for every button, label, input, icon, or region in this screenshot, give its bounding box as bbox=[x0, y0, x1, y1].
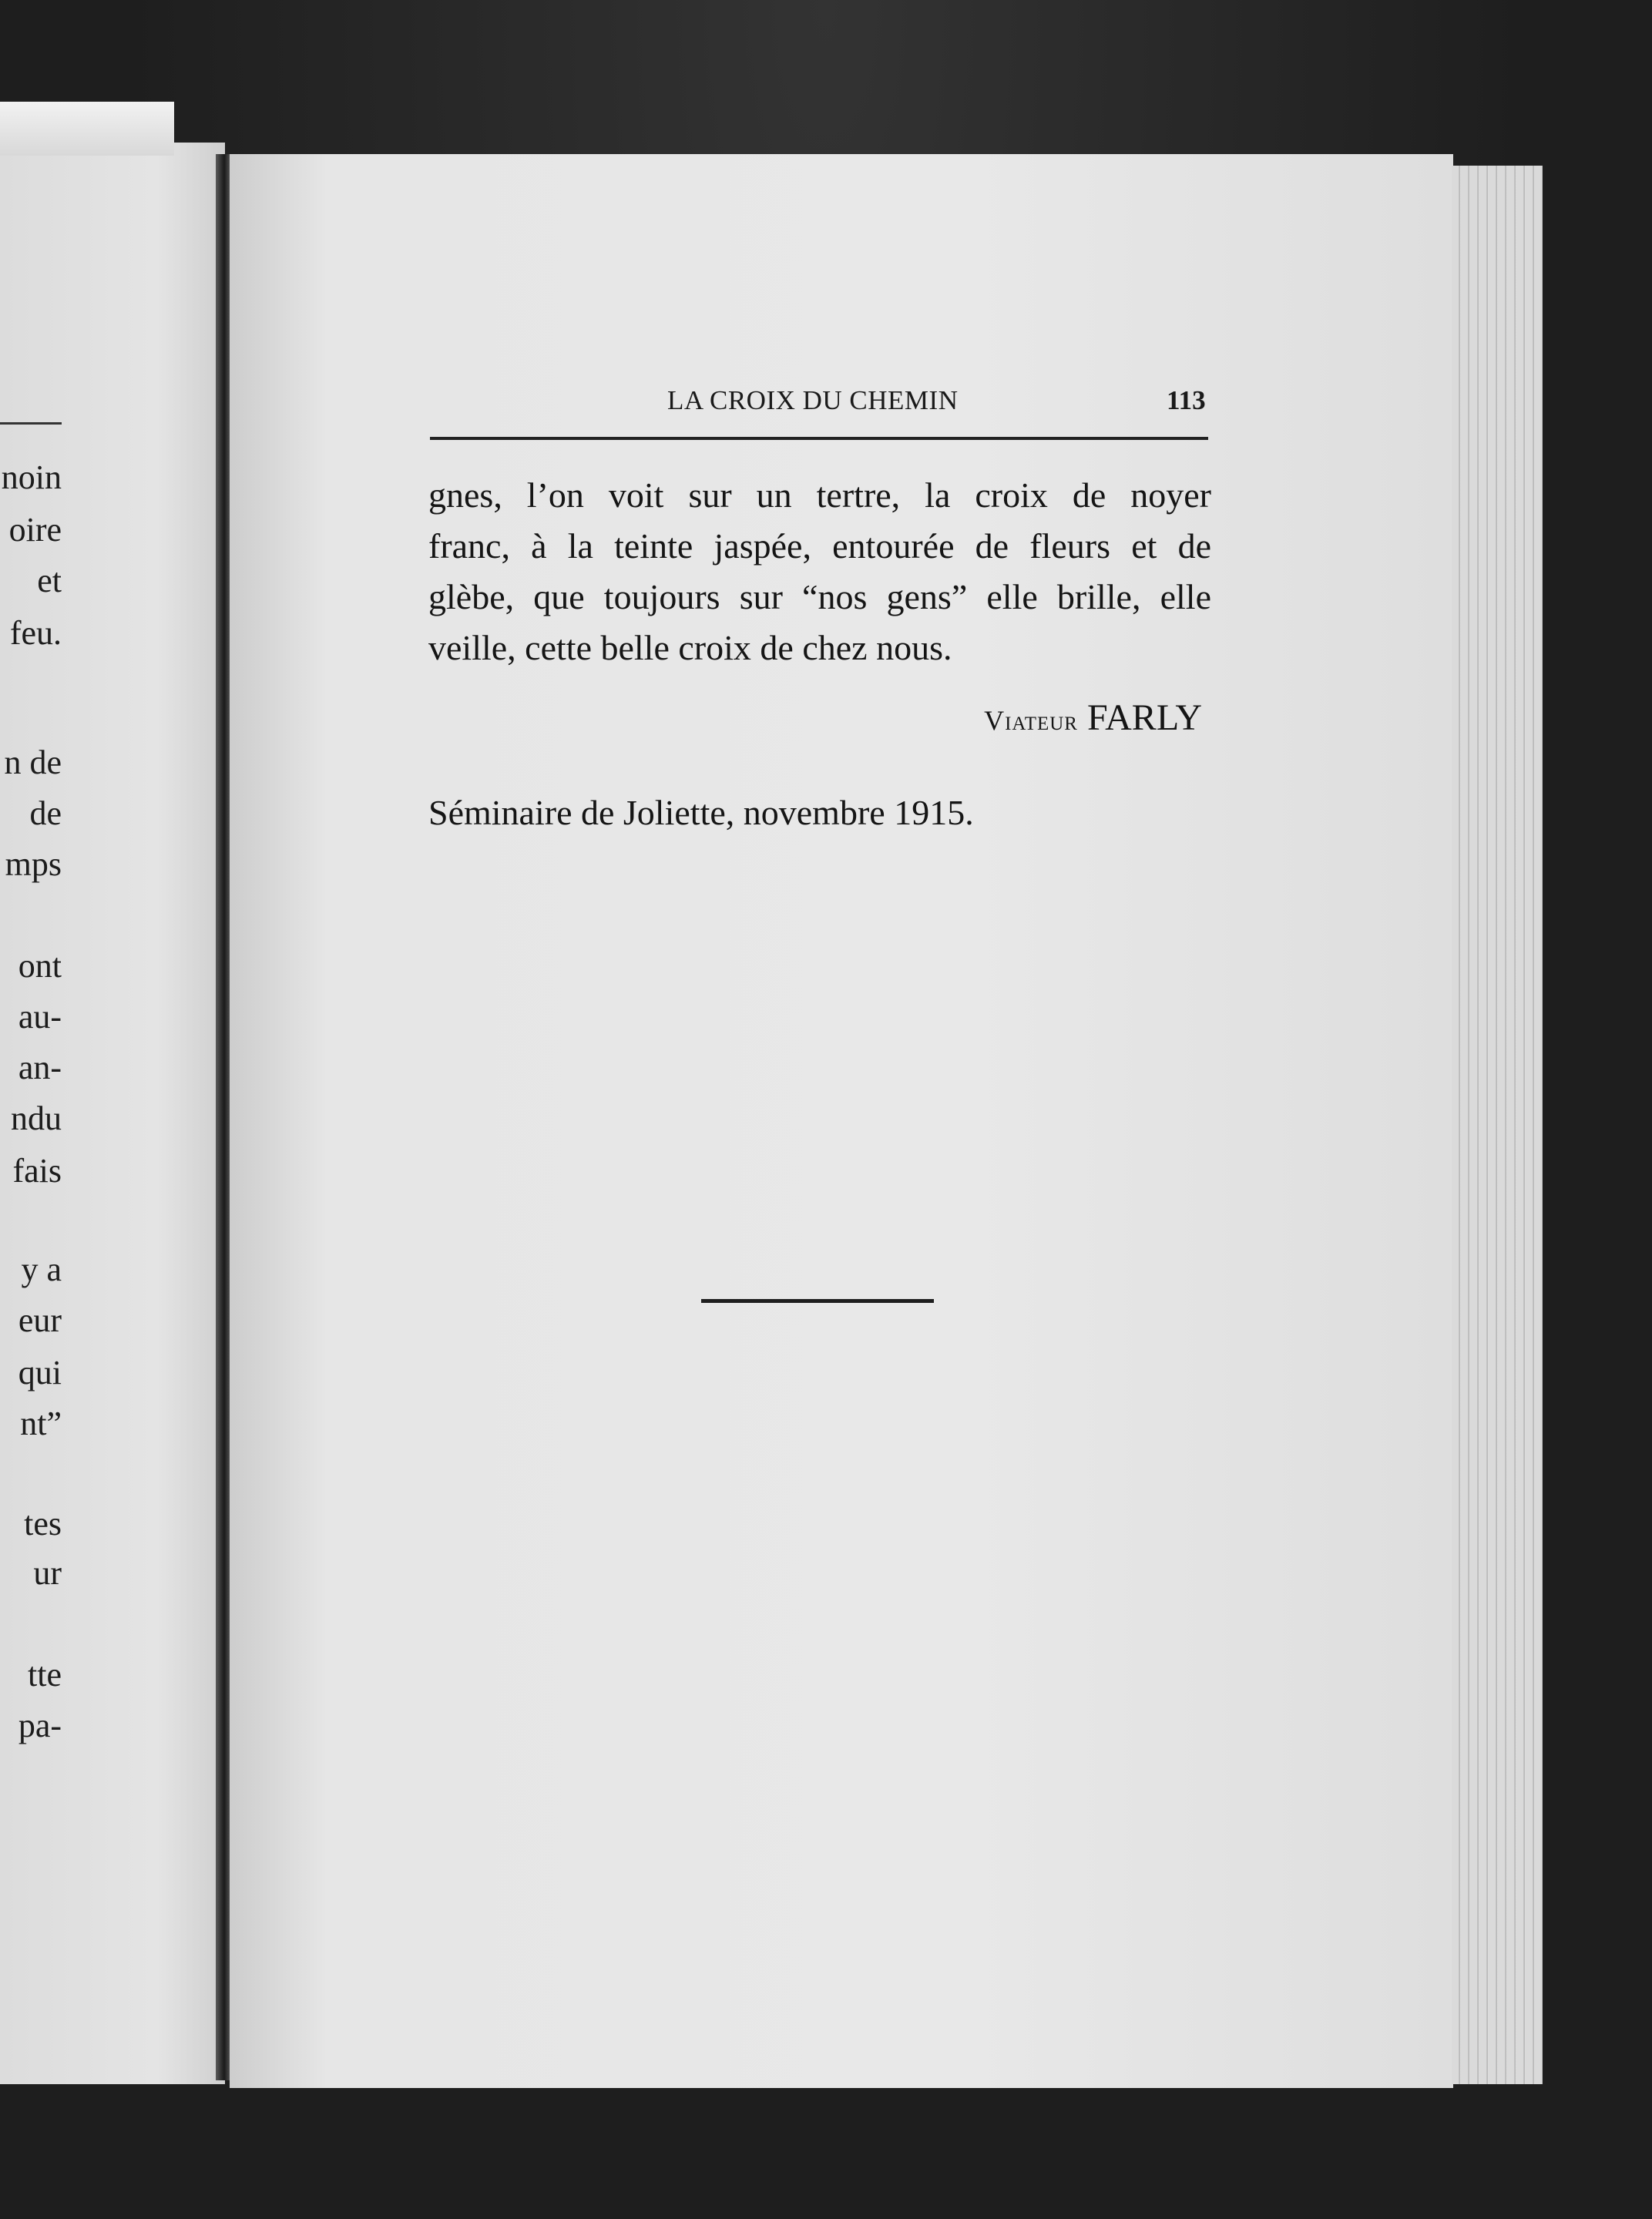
left-fragment: nt” bbox=[20, 1405, 62, 1442]
left-fragment: ndu bbox=[11, 1099, 62, 1137]
left-fragment: qui bbox=[18, 1354, 62, 1391]
page-number: 113 bbox=[1167, 385, 1206, 415]
left-fragment: y a bbox=[21, 1250, 62, 1288]
left-fragment: fais bbox=[12, 1152, 62, 1190]
left-fragment: noin bbox=[1, 458, 62, 496]
author-signature bbox=[771, 697, 1202, 739]
body-paragraph bbox=[428, 470, 1211, 673]
left-fragment: oire bbox=[8, 511, 62, 549]
header-rule bbox=[430, 437, 1208, 440]
left-fragment: pa- bbox=[18, 1707, 62, 1744]
body-line: glèbe, que toujours sur “nos gens” elle brille, elle bbox=[428, 577, 1211, 616]
body-line: franc, à la teinte jaspée, entourée de fleurs et de bbox=[428, 526, 1211, 566]
left-fragment: de bbox=[29, 794, 62, 832]
left-fragment: au- bbox=[18, 998, 62, 1036]
left-fragment: mps bbox=[5, 845, 62, 883]
left-fragment: eur bbox=[18, 1301, 62, 1339]
body-line: gnes, l’on voit sur un tertre, la croix de noyer bbox=[428, 475, 1211, 515]
left-fragment: tte bbox=[28, 1656, 62, 1694]
page-edges bbox=[1452, 166, 1543, 2084]
left-page-edge bbox=[0, 102, 174, 156]
left-fragment: et bbox=[37, 562, 62, 599]
left-fragment: feu. bbox=[9, 614, 62, 652]
author-first-name: Viateur bbox=[984, 705, 1078, 736]
end-rule bbox=[701, 1299, 934, 1303]
left-fragment: ont bbox=[18, 947, 62, 985]
right-page bbox=[230, 154, 1453, 2088]
left-page-rule bbox=[0, 422, 62, 425]
author-last-name: FARLY bbox=[1087, 697, 1202, 738]
place-date-line: Séminaire de Joliette, novembre 1915. bbox=[428, 793, 974, 832]
left-fragment: n de bbox=[4, 744, 62, 781]
left-fragment: an- bbox=[18, 1049, 62, 1086]
left-fragment: ur bbox=[33, 1554, 62, 1592]
running-head: LA CROIX DU CHEMIN bbox=[667, 385, 959, 415]
body-line: veille, cette belle croix de chez nous. bbox=[428, 628, 952, 667]
left-fragment: tes bbox=[24, 1505, 62, 1543]
